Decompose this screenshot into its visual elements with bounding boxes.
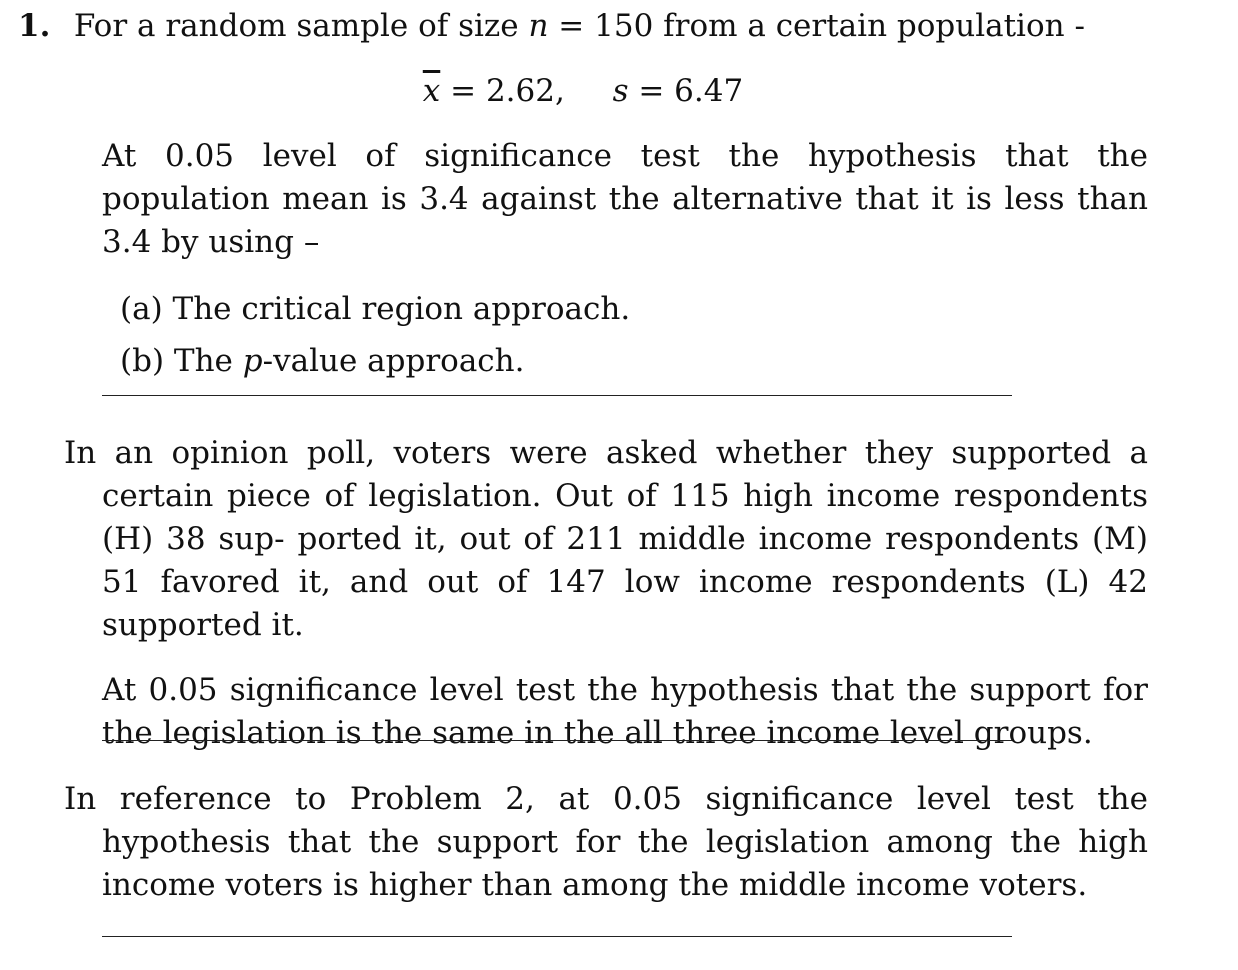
problem-2-body xyxy=(64,432,1148,647)
part-label: (b) xyxy=(120,343,165,379)
problem-number xyxy=(18,778,64,821)
sample-statistics-equation xyxy=(18,70,1148,113)
problem-1-intro-post: = 150 from a certain population - xyxy=(558,8,1085,44)
problem-2 xyxy=(18,432,1148,755)
problem-3 xyxy=(18,778,1148,907)
problem-number: 1. xyxy=(18,8,51,44)
problem-1-part-a xyxy=(120,288,1148,331)
problem-1-part-b xyxy=(120,340,1148,383)
part-text-pre: The xyxy=(173,343,233,379)
s-symbol: s xyxy=(612,73,629,109)
xbar-symbol: $\overline{x}$ xyxy=(422,73,441,109)
problem-3-text: In reference to Problem 2, at 0.05 significance level test the hypothesis that the support for the legislation among the high income voters is higher than among the middle income voters. xyxy=(64,781,1148,903)
variable-n: n xyxy=(528,8,549,44)
problem-1-body: At 0.05 level of significance test the hypothesis that the population mean is 3.4 against the alternative that it is less than 3.4 by using – xyxy=(102,138,1148,260)
problem-1 xyxy=(18,5,1148,383)
problem-1-intro-pre: For a random sample of size xyxy=(73,8,519,44)
s-value: = 6.47 xyxy=(638,73,744,109)
section-divider xyxy=(102,740,1012,741)
variable-p: p xyxy=(242,343,263,379)
part-text-post: -value approach. xyxy=(262,343,525,379)
xbar-value: = 2.62, xyxy=(450,73,565,109)
problem-2-question: At 0.05 significance level test the hypothesis that the support for the legislation is the same in the all three income level groups. xyxy=(102,672,1148,751)
problem-2-text: In an opinion poll, voters were asked whether they supported a certain piece of legislation. Out of 115 high income respondents (H) 38 sup- ported it, out of 211 middle income respondents (M) 51 favored it, and out of 147 low income respondents (L) 42 supported it. xyxy=(64,435,1148,643)
problem-1-intro xyxy=(18,5,1148,48)
part-label: (a) xyxy=(120,291,163,327)
problem-3-body xyxy=(64,778,1148,907)
section-divider xyxy=(102,395,1012,396)
problem-number xyxy=(18,432,64,475)
part-text: The critical region approach. xyxy=(172,291,631,327)
section-divider xyxy=(102,936,1012,937)
